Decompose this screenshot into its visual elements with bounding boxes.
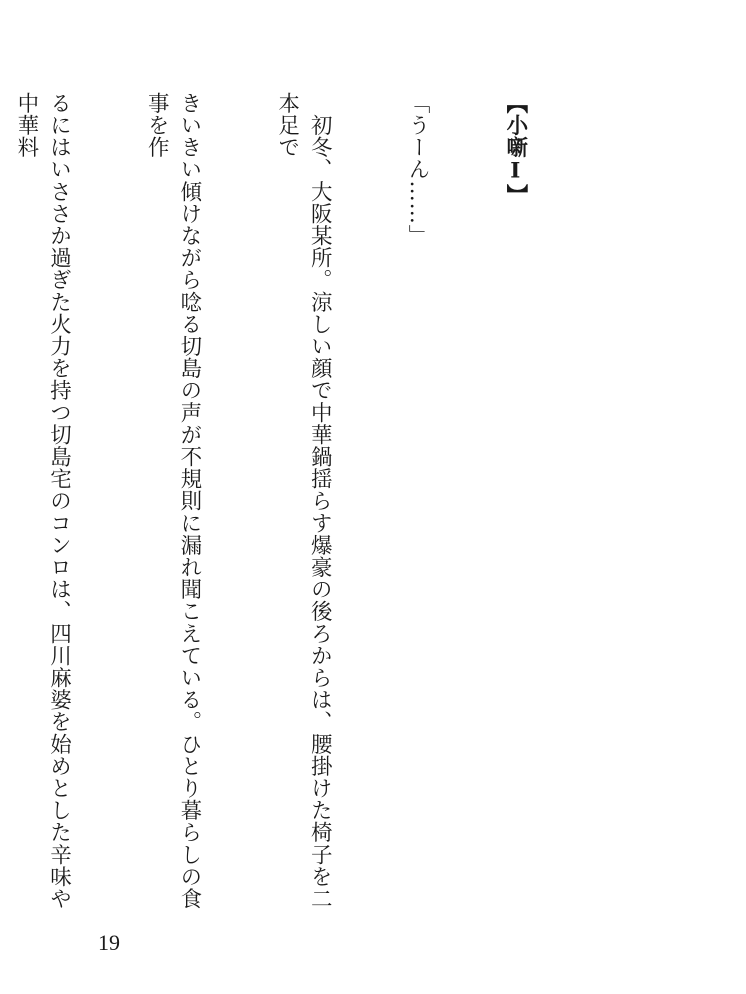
vertical-text-body — [0, 92, 596, 912]
text-line: 初冬、大阪某所。涼しい顔で中華鍋揺らす爆豪の後ろからは、腰掛けた椅子を二本足で — [274, 92, 333, 910]
text-line: るにはいささか過ぎた火力を持つ切島宅のコンロは、四川麻婆を始めとした辛味や中華料 — [13, 92, 72, 910]
text-line: きいきい傾けながら唸る切島の声が不規則に漏れ聞こえている。ひとり暮らしの食事を作 — [144, 92, 202, 910]
text-line: 「うーん……」 — [405, 92, 431, 247]
section-heading: 【小噺Ⅰ】 — [502, 92, 528, 206]
page-number: 19 — [98, 930, 120, 955]
